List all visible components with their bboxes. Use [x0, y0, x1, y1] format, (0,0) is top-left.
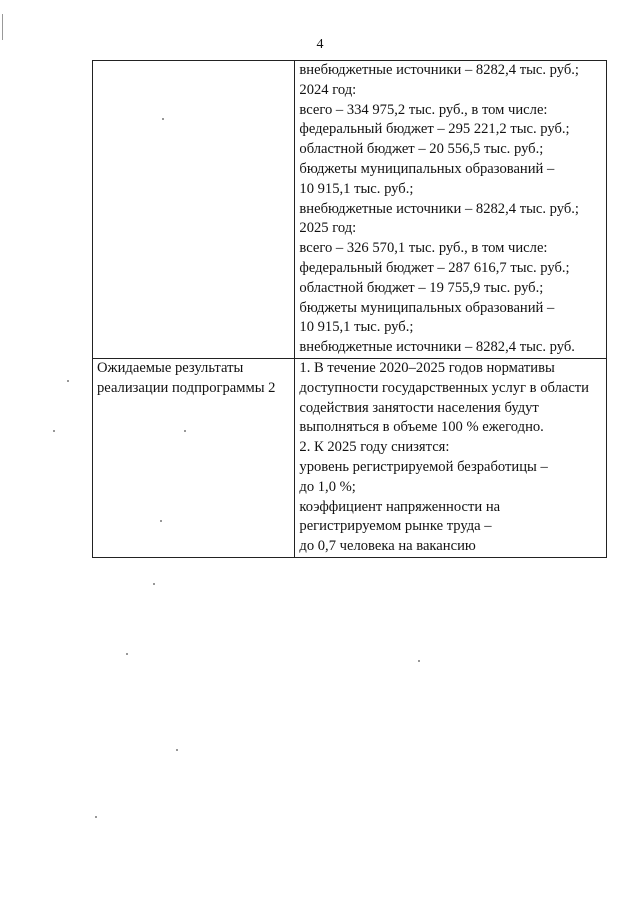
- text-line: доступности государственных услуг в области: [299, 379, 589, 396]
- row-results-value-cell: [295, 358, 607, 557]
- text-line: реализации подпрограммы 2: [97, 379, 276, 396]
- table-row-expected-results: [93, 358, 607, 557]
- text-line: до 0,7 человека на вакансию: [299, 538, 476, 555]
- text-line: содействия занятости населения будут: [299, 399, 539, 416]
- scan-speck: [184, 430, 186, 432]
- text-line: областной бюджет – 20 556,5 тыс. руб.;: [299, 141, 544, 158]
- text-line: всего – 334 975,2 тыс. руб., в том числе:: [299, 101, 548, 118]
- text-line: коэффициент напряженности на: [299, 498, 501, 515]
- row-funding-label-cell: [93, 61, 295, 359]
- text-line: 1. В течение 2020–2025 годов нормативы: [299, 359, 555, 376]
- page-number: 4: [316, 37, 324, 52]
- text-line: 2024 год:: [299, 81, 357, 98]
- subprogram-table: [92, 60, 607, 558]
- text-line: всего – 326 570,1 тыс. руб., в том числе:: [299, 240, 548, 257]
- scan-speck: [153, 583, 155, 585]
- table-row-funding: [93, 61, 607, 359]
- text-line: внебюджетные источники – 8282,4 тыс. руб.;: [299, 62, 579, 78]
- scan-speck: [162, 118, 164, 120]
- text-line: областной бюджет – 19 755,9 тыс. руб.;: [299, 279, 544, 296]
- text-line: федеральный бюджет – 295 221,2 тыс. руб.;: [299, 121, 570, 138]
- scan-speck: [126, 653, 128, 655]
- text-line: внебюджетные источники – 8282,4 тыс. руб.: [299, 339, 575, 356]
- text-line: до 1,0 %;: [299, 478, 356, 495]
- text-line: федеральный бюджет – 287 616,7 тыс. руб.;: [299, 259, 570, 276]
- text-line: бюджеты муниципальных образований –: [299, 299, 555, 316]
- row-results-label-cell: [93, 358, 295, 557]
- scan-speck: [67, 380, 69, 382]
- row-funding-value-cell: [295, 61, 607, 359]
- text-line: уровень регистрируемой безработицы –: [299, 458, 548, 475]
- text-line: выполняться в объеме 100 % ежегодно.: [299, 419, 544, 436]
- text-line: внебюджетные источники – 8282,4 тыс. руб.;: [299, 200, 579, 217]
- text-line: 2025 год:: [299, 220, 357, 237]
- text-line: Ожидаемые результаты: [97, 359, 244, 376]
- text-line: регистрируемом рынке труда –: [299, 518, 492, 535]
- scan-speck: [53, 430, 55, 432]
- text-line: 10 915,1 тыс. руб.;: [299, 319, 414, 336]
- scan-speck: [418, 660, 420, 662]
- text-line: 2. К 2025 году снизятся:: [299, 439, 450, 456]
- text-line: бюджеты муниципальных образований –: [299, 160, 555, 177]
- text-line: 10 915,1 тыс. руб.;: [299, 180, 414, 197]
- scan-speck: [160, 520, 162, 522]
- scan-speck: [95, 816, 97, 818]
- scan-speck: [176, 749, 178, 751]
